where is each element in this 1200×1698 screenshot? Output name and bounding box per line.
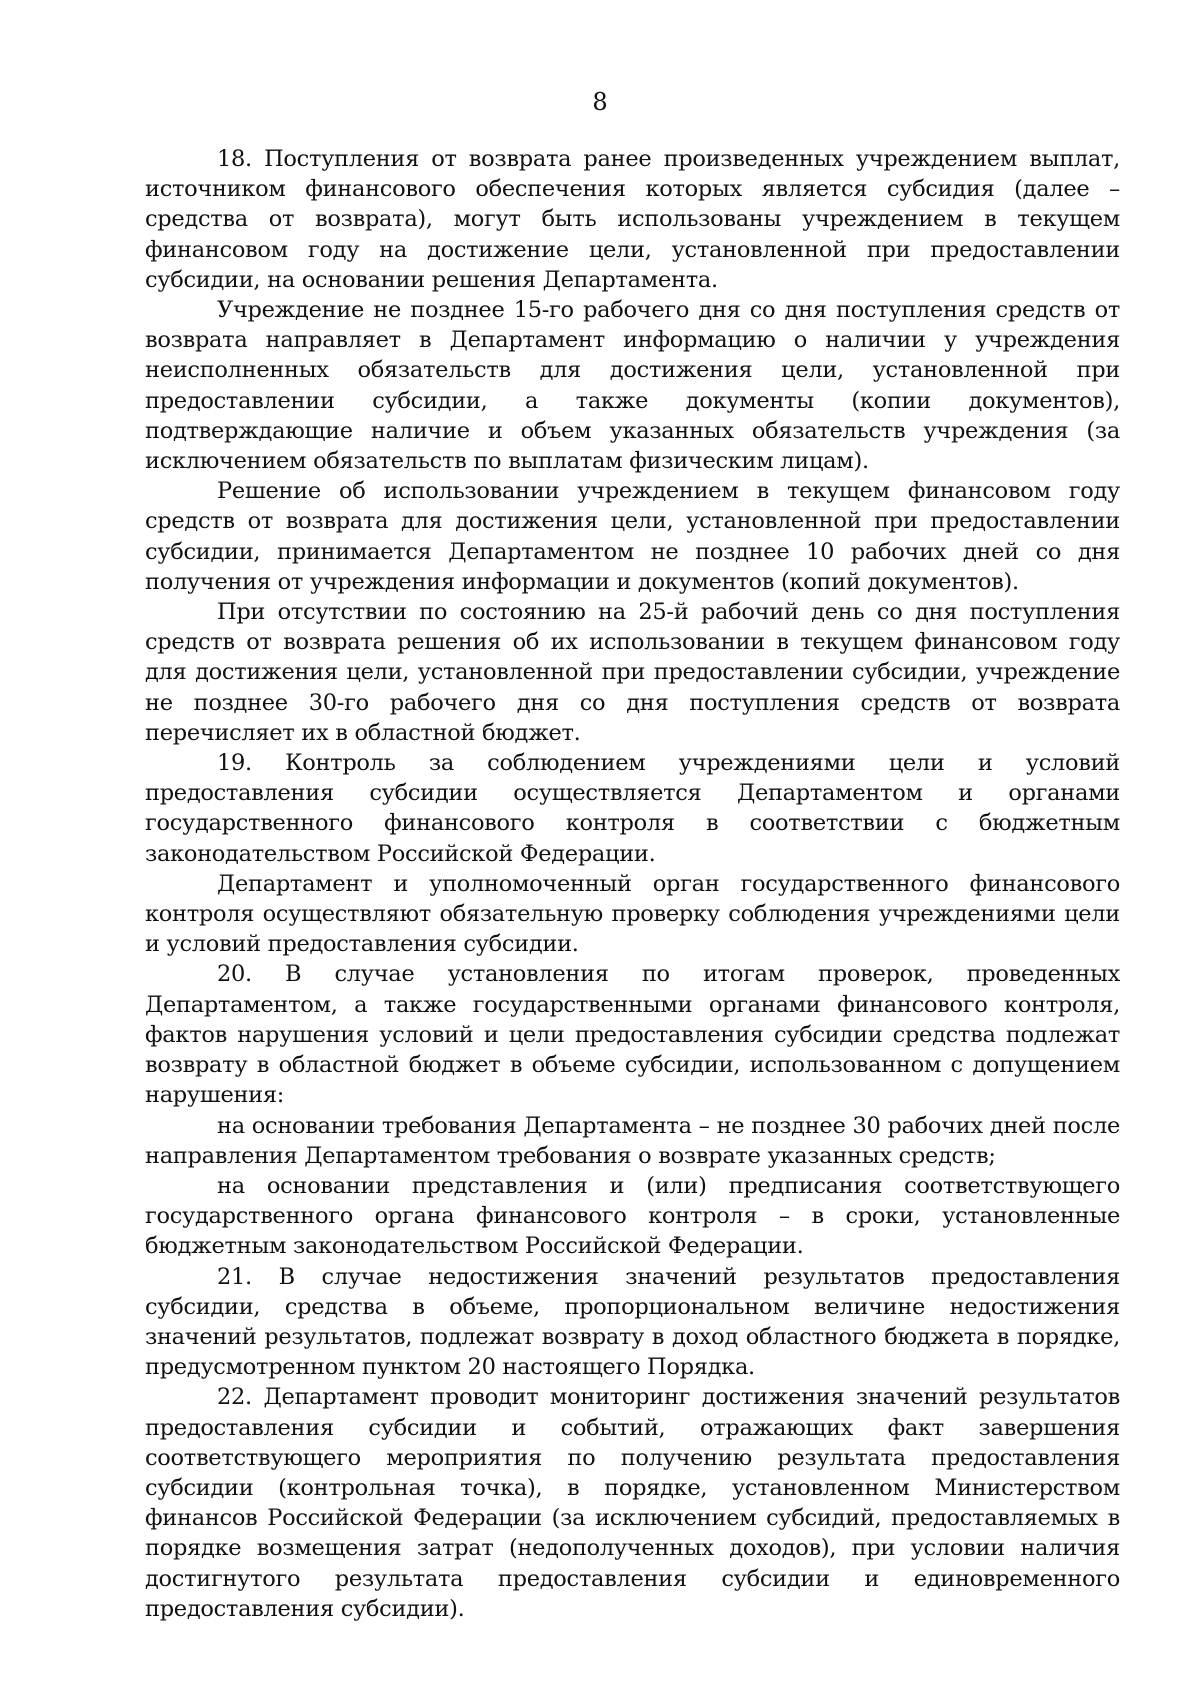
paragraph-19-mandatory-check: Департамент и уполномоченный орган государственного финансового контроля осуществляют обязательную проверку соблюдения учреждениями цели и условий предоставления субсидии. — [145, 870, 1120, 958]
paragraph-20: 20. В случае установления по итогам проверок, проведенных Департаментом, а также государственными органами финансового контроля, фактов нарушения условий и цели предоставления субсидии средства подлежат возврату в областной бюджет в объеме субсидии, использованном с допущением нарушения: — [145, 961, 1120, 1109]
paragraph-21: 21. В случае недостижения значений результатов предоставления субсидии, средства в объеме, пропорциональном величине недостижения значений результатов, подлежат возврату в доход областного бюджета в порядке, предусмотренном пунктом 20 настоящего Порядка. — [145, 1263, 1120, 1381]
paragraph-18-decision: Решение об использовании учреждением в текущем финансовом году средств от возврата для достижения цели, установленной при предоставлении субсидии, принимается Департаментом не позднее 10 рабочих дней со дня получения от учреждения информации и документов (копий документов). — [145, 478, 1120, 595]
paragraph-18-absence-of-decision: При отсутствии по состоянию на 25-й рабочий день со дня поступления средств от возврата решения об их использовании в текущем финансовом году для достижения цели, установленной при предоставлении субсидии, учреждение не позднее 30-го рабочего дня со дня поступления средств от возврата перечисляет их в областной бюджет. — [145, 599, 1120, 746]
paragraph-20-control-body-order: на основании представления и (или) предписания соответствующего государственного органа финансового контроля – в сроки, установленные бюджетным законодательством Российской Федерации. — [145, 1172, 1120, 1260]
paragraph-18: 18. Поступления от возврата ранее произведенных учреждением выплат, источником финансового обеспечения которых является субсидия (далее – средства от возврата), могут быть использованы учреждением в текущем финансовом году на достижение цели, установленной при предоставлении субсидии, на основании решения Департамента. — [145, 146, 1120, 293]
paragraph-22: 22. Департамент проводит мониторинг достижения значений результатов предоставления субсидии и событий, отражающих факт завершения соответствующего мероприятия по получению результата предоставления субсидии (контрольная точка), в порядке, установленном Министерством финансов Российской Федерации (за исключением субсидий, предоставляемых в порядке возмещения затрат (недополученных доходов), при условии наличия достигнутого результата предоставления субсидии и единовременного предоставления субсидии). — [145, 1384, 1120, 1622]
paragraph-19: 19. Контроль за соблюдением учреждениями цели и условий предоставления субсидии осуществляется Департаментом и органами государственного финансового контроля в соответствии с бюджетным законодательством Российской Федерации. — [145, 750, 1120, 867]
paragraph-20-department-requirement: на основании требования Департамента – не позднее 30 рабочих дней после направления Департаментом требования о возврате указанных средств; — [145, 1112, 1120, 1169]
page-number: 8 — [592, 88, 608, 116]
document-body — [145, 144, 1120, 1624]
paragraph-18-institution-deadline: Учреждение не позднее 15-го рабочего дня со дня поступления средств от возврата направляет в Департамент информацию о наличии у учреждения неисполненных обязательств для достижения цели, установленной при предоставлении субсидии, а также документы (копии документов), подтверждающие наличие и объем указанных обязательств учреждения (за исключением обязательств по выплатам физическим лицам). — [145, 297, 1120, 475]
